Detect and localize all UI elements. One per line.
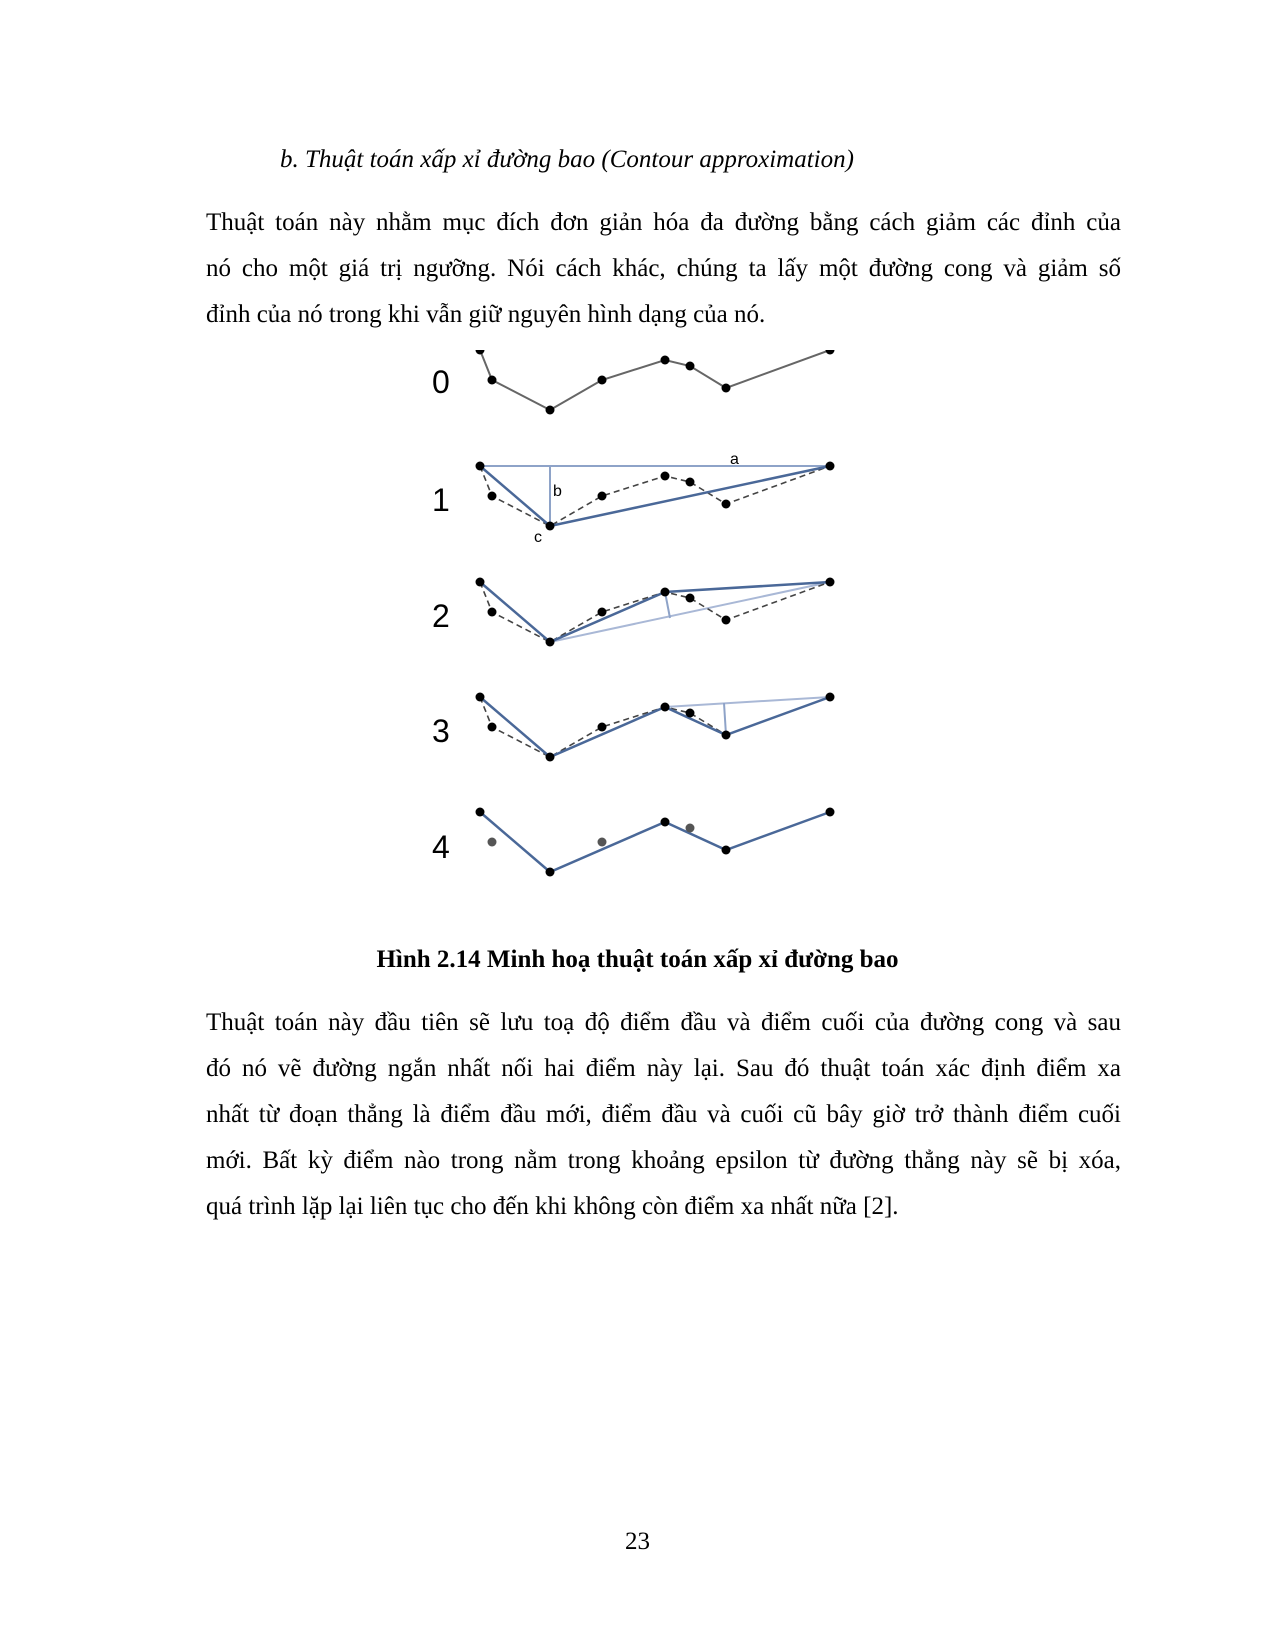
- paragraph-line: Thuật toán này đầu tiên sẽ lưu toạ độ điểm đầu và điểm cuối của đường cong và sau: [206, 1009, 1121, 1036]
- paragraph-line: nó cho một giá trị ngưỡng. Nói cách khác, chúng ta lấy một đường cong và giảm số: [206, 255, 1121, 282]
- row-label-2: 2: [432, 598, 450, 634]
- figure-caption: Hình 2.14 Minh hoạ thuật toán xấp xỉ đường bao: [376, 946, 899, 973]
- step-2-diagram: [432, 578, 835, 647]
- row-label-1: 1: [432, 482, 450, 518]
- step-0-diagram: [432, 350, 835, 415]
- row-label-4: 4: [432, 829, 450, 865]
- annotation-c: c: [534, 529, 542, 546]
- annotation-a: a: [730, 451, 739, 468]
- paragraph-line: mới. Bất kỳ điểm nào trong nằm trong khoảng epsilon từ đường thẳng này sẽ bị xóa,: [206, 1147, 1121, 1174]
- paragraph-line: quá trình lặp lại liên tục cho đến khi không còn điểm xa nhất nữa [2].: [206, 1193, 899, 1220]
- step-1-diagram: [432, 451, 835, 546]
- paragraph-line: đỉnh của nó trong khi vẫn giữ nguyên hình dạng của nó.: [206, 301, 766, 328]
- paragraph-line: Thuật toán này nhằm mục đích đơn giản hóa đa đường bằng cách giảm các đỉnh của: [206, 209, 1121, 236]
- annotation-b: b: [553, 483, 562, 500]
- intro-paragraph: [206, 200, 1121, 338]
- section-heading: b. Thuật toán xấp xỉ đường bao (Contour approximation): [280, 146, 854, 173]
- paragraph-line: nhất từ đoạn thẳng là điểm đầu mới, điểm đầu và cuối cũ bây giờ trở thành điểm cuối: [206, 1101, 1121, 1128]
- contour-approximation-figure: [430, 350, 870, 910]
- step-3-diagram: [432, 693, 835, 762]
- row-label-0: 0: [432, 364, 450, 400]
- step-4-diagram: [432, 808, 835, 877]
- page-number: 23: [625, 1528, 650, 1555]
- paragraph-line: đó nó vẽ đường ngắn nhất nối hai điểm này lại. Sau đó thuật toán xác định điểm xa: [206, 1055, 1121, 1082]
- explanation-paragraph: [206, 1000, 1121, 1230]
- row-label-3: 3: [432, 713, 450, 749]
